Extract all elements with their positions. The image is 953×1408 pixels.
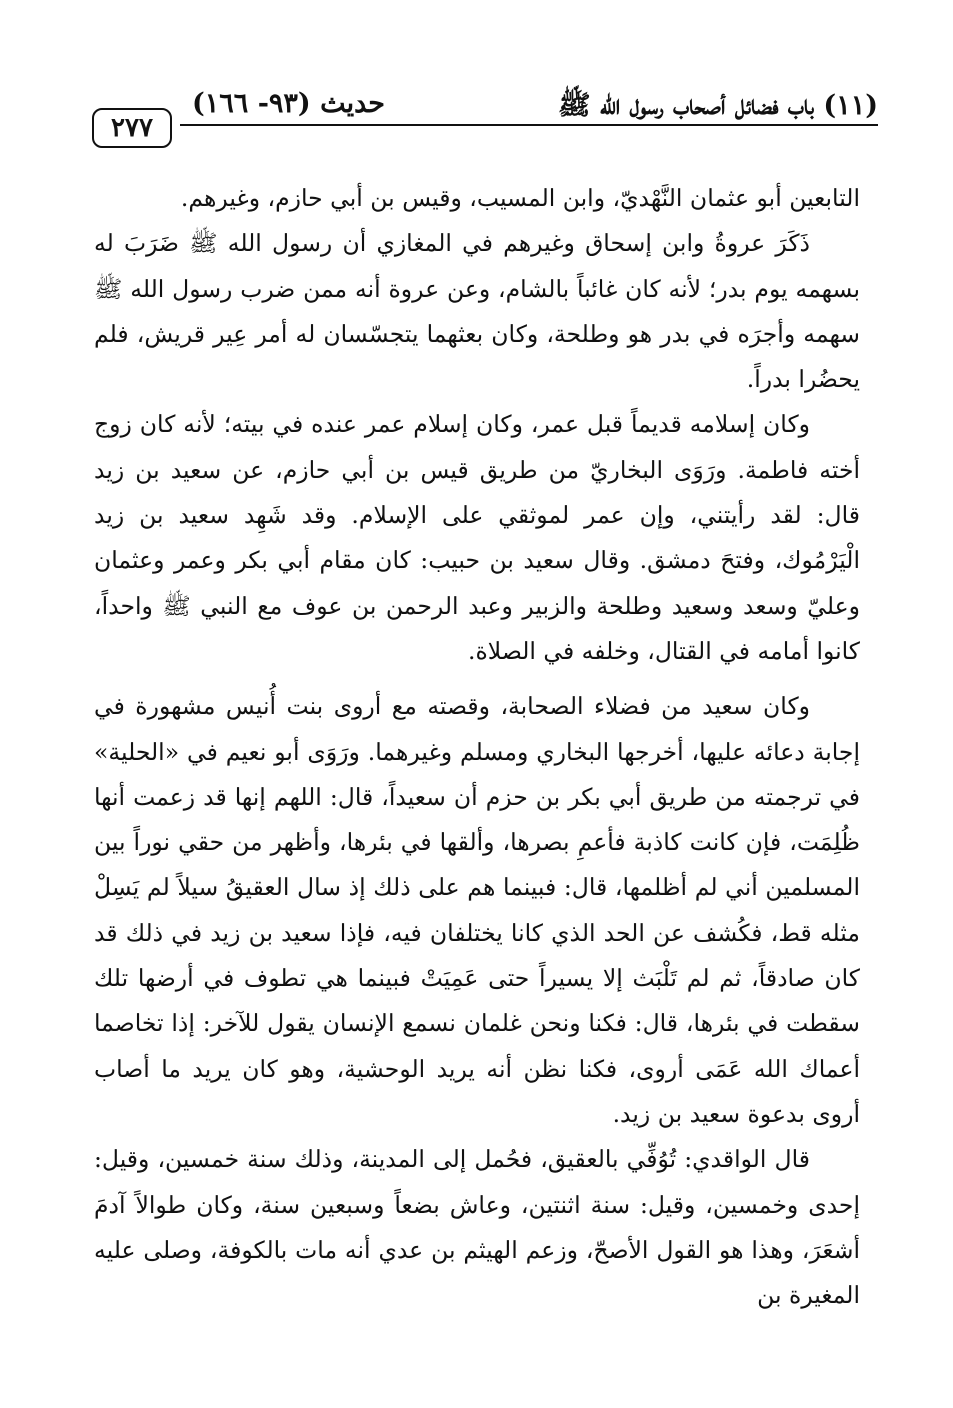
- body-text: [94, 176, 860, 1318]
- page-number: ٢٧٧: [92, 108, 172, 148]
- hadith-range: حديث (٩٣- ١٦٦): [192, 88, 385, 119]
- paragraph: التابعين أبو عثمان النَّهْديّ، وابن المسيب، وقيس بن أبي حازم، وغيرهم.: [180, 184, 860, 212]
- paragraph: قال الواقدي: تُوُفِّي بالعقيق، فحُمل إلى المدينة، وذلك سنة خمسين، وقيل: إحدى وخمسين، وقيل: سنة اثنتين، وعاش بضعاً وسبعين سنة، وكان طوالاً آدمَ أشعَرَ، وهذا هو القول الأصحّ، وزعم الهيثم بن عدي أنه مات بالكوفة، وصلى عليه المغيرة بن: [94, 1145, 860, 1310]
- chapter-title: (١١) باب فضائل أصحاب رسول الله ﷺ: [557, 90, 878, 121]
- paragraph: وكان إسلامه قديماً قبل عمر، وكان إسلام عمر عنده في بيته؛ لأنه كان زوج أخته فاطمة. ورَوَى البخاريّ من طريق قيس بن أبي حازم، عن سعيد بن زيد قال: لقد رأيتني، وإن عمر لموثقي على الإسلام. وقد شَهِد سعيد بن زيد الْيَرْمُوك، وفتحَ دمشق. وقال سعيد بن حبيب: كان مقام أبي بكر وعمر وعثمان وعليّ وسعد وسعيد وطلحة والزبير وعبد الرحمن بن عوف مع النبي ﷺ واحداً، كانوا أمامه في القتال، وخلفه في الصلاة.: [94, 410, 860, 665]
- running-header: [92, 88, 878, 152]
- paragraph: وكان سعيد من فضلاء الصحابة، وقصته مع أروى بنت أُنيس مشهورة في إجابة دعائه عليها، أخرجها البخاري ومسلم وغيرهما. ورَوَى أبو نعيم في «الحلية» في ترجمته من طريق أبي بكر بن حزم أن سعيداً، قال: اللهم إنها قد زعمت أنها ظُلِمَت، فإن كانت كاذبة فأعمِ بصرها، وألقها في بئرها، وأظهر من حقي نوراً بين المسلمين أني لم أظلمها، قال: فبينما هم على ذلك إذ سال العقيقُ سيلاً لم يَسِلْ مثله قط، فكُشف عن الحد الذي كانا يختلفان فيه، فإذا سعيد بن زيد في ذلك قد كان صادقاً، ثم لم تَلْبَث إلا يسيراً حتى عَمِيَتْ فبينما هي تطوف في أرضها تلك سقطت في بئرها، قال: فكنا ونحن غلمان نسمع الإنسان يقول للآخر: إذا تخاصما أعماك الله عَمَى أروى، فكنا نظن أنه يريد الوحشية، وهو كان يريد ما أصاب أروى بدعوة سعيد بن زيد.: [94, 692, 860, 1128]
- paragraph: ذَكَرَ عروةُ وابن إسحاق وغيرهم في المغازي أن رسول الله ﷺ ضَرَبَ له بسهمه يوم بدر؛ لأنه كان غائباً بالشام، وعن عروة أنه ممن ضرب رسول الله ﷺ سهمه وأجرَه في بدر هو وطلحة، وكان بعثهما يتجسّسان له أمر عِير قريش، فلم يحضُرا بدراً.: [94, 229, 860, 394]
